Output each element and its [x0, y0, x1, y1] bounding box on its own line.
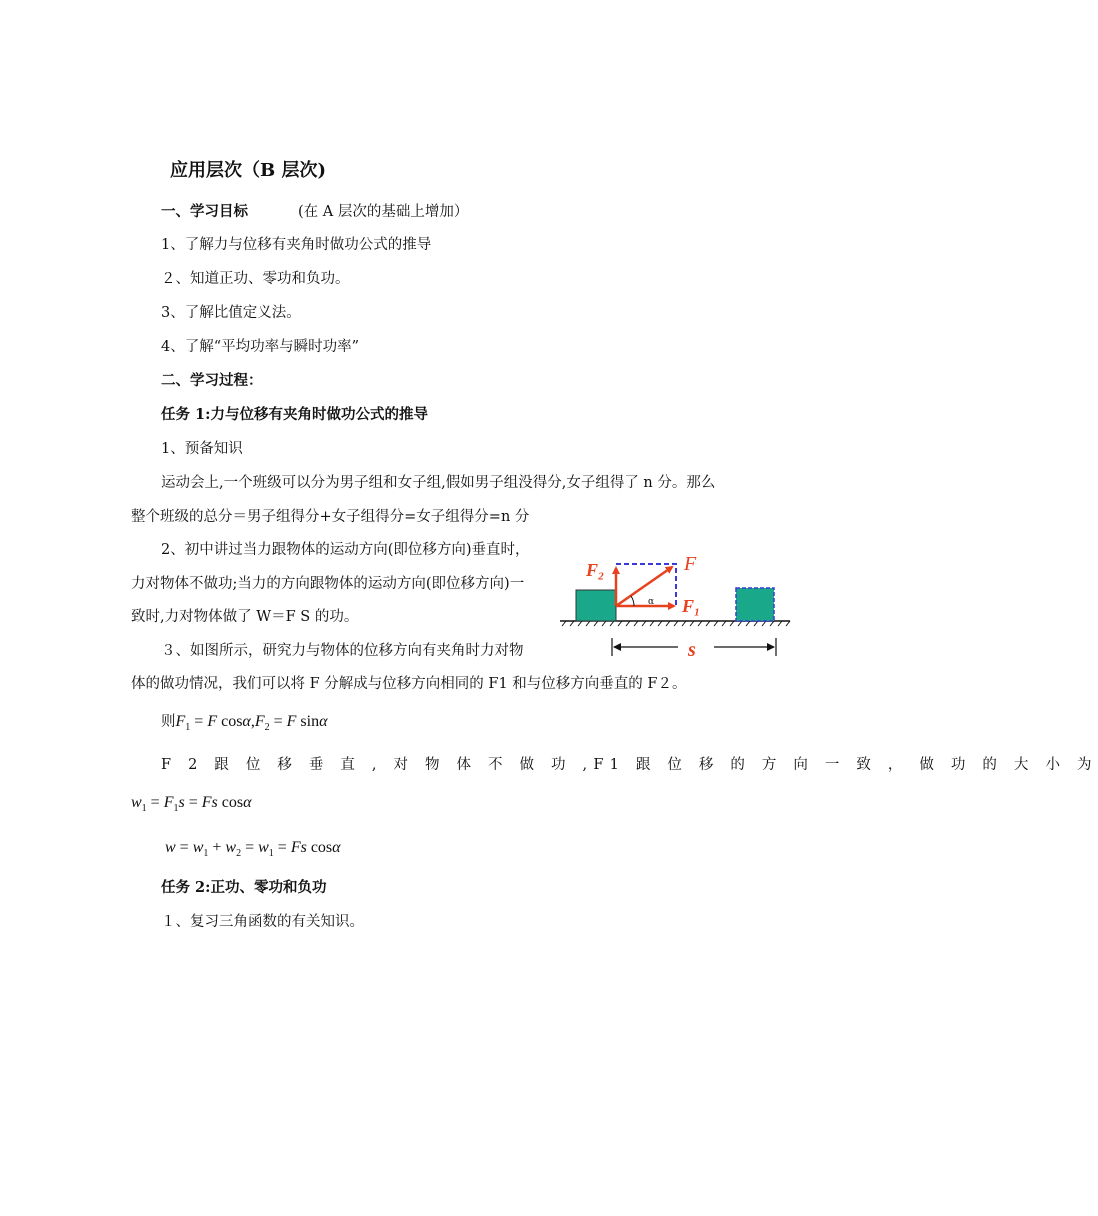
goal-item: 4、了解“平均功率与瞬时功率”: [161, 339, 360, 355]
block-start: [576, 590, 616, 621]
paragraph-line: 运动会上,一个班级可以分为男子组和女子组,假如男子组没得分,女子组得了 n 分。那么: [161, 475, 716, 491]
section-note: (在 A 层次的基础上增加）: [298, 204, 469, 220]
alpha-label: α: [648, 597, 655, 607]
block-end: [736, 588, 774, 621]
page-title: 应用层次（B 层次): [170, 160, 326, 181]
goal-item: ２、知道正功、零功和负功。: [161, 271, 350, 287]
section-heading-goals: 一、学习目标: [161, 203, 248, 220]
paragraph-line: F 2 跟 位 移 垂 直 , 对 物 体 不 做 功 ,F1 跟 位 移 的 方 向 一 致 ， 做 功 的 大 小 为: [161, 757, 1098, 773]
task1-sub1: 1、预备知识: [161, 441, 243, 457]
paragraph-line: 整个班级的总分＝男子组得分+女子组得分=女子组得分=n 分: [131, 509, 530, 525]
task2-heading: 任务 2:正功、零功和负功: [161, 879, 327, 896]
s-label: s: [688, 639, 696, 661]
paragraph-line: 体的做功情况，我们可以将 F 分解成与位移方向相同的 F1 和与位移方向垂直的 F２。: [131, 676, 687, 692]
f1-label: F₁: [682, 596, 701, 616]
task2-sub1: １、复习三角函数的有关知识。: [161, 914, 364, 930]
equation-total-work: $w = w_1 + w_2 = w_1 = Fs$ cosα: [165, 839, 341, 860]
f2-label: F₂: [586, 560, 605, 580]
task1-heading: 任务 1:力与位移有夹角时做功公式的推导: [161, 406, 428, 423]
paragraph-line: ３、如图所示，研究力与物体的位移方向有夹角时力对物: [161, 643, 524, 659]
then-label: 则: [161, 714, 176, 730]
paragraph-line: 力对物体不做功;当力的方向跟物体的运动方向(即位移方向)一: [131, 576, 525, 592]
paragraph-line: 致时,力对物体做了 W＝F S 的功。: [131, 609, 359, 625]
force-f-arrow: [616, 567, 672, 606]
goal-item: 1、了解力与位移有夹角时做功公式的推导: [161, 237, 432, 253]
section-heading-process: 二、学习过程：: [161, 372, 263, 389]
paragraph-line: 2、初中讲过当力跟物体的运动方向(即位移方向)垂直时，: [161, 542, 530, 558]
f-label: F: [684, 553, 697, 575]
goal-item: 3、了解比值定义法。: [161, 305, 301, 321]
angle-arc: [631, 596, 634, 606]
equation-force-decomposition: 则$F_1 = F$ $\cos\alpha,F_2 = F$ sinα: [161, 713, 328, 734]
force-decomposition-figure: [558, 548, 794, 666]
equation-work-f1: $w_1 = F_1s = Fs$ cosα: [131, 794, 252, 815]
